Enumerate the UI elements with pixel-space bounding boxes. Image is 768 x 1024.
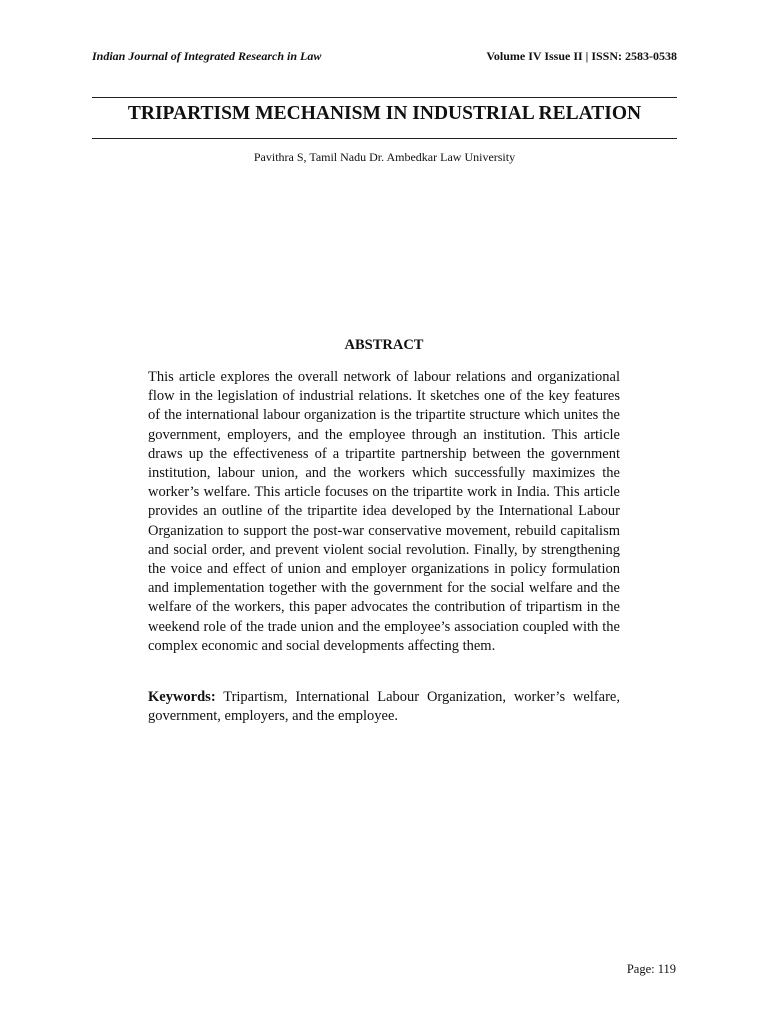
title-top-rule bbox=[92, 97, 677, 98]
journal-name: Indian Journal of Integrated Research in Law bbox=[92, 49, 322, 63]
article-title: TRIPARTISM MECHANISM IN INDUSTRIAL RELATION bbox=[127, 103, 642, 124]
keywords-label: Keywords: bbox=[148, 689, 216, 705]
title-bottom-rule bbox=[92, 138, 677, 139]
keywords-paragraph bbox=[148, 688, 620, 726]
keywords-text: Tripartism, International Labour Organization, worker’s welfare, government, employers, and the employee. bbox=[148, 689, 620, 725]
volume-issue-issn: Volume IV Issue II | ISSN: 2583-0538 bbox=[486, 49, 677, 63]
author-affiliation: Pavithra S, Tamil Nadu Dr. Ambedkar Law University bbox=[253, 150, 516, 164]
page-number: Page: 119 bbox=[626, 962, 676, 976]
abstract-body: This article explores the overall network of labour relations and organizational flow in the legislation of industrial relations. It sketches one of the key features of the international labour organization is the tripartite structure which unites the government, employers, and the employee through an institution. This article draws up the effectiveness of a tripartite partnership between the government institution, labour union, and the workers which successfully maximizes the worker’s welfare. This article focuses on the tripartite work in India. This article provides an outline of the tripartite idea developed by the International Labour Organization to support the post-war conservative movement, rebuild capitalism and social order, and prevent violent social revolution. Finally, by strengthening the voice and effect of union and employer organizations in policy formulation and implementation together with the government for the social welfare and the welfare of the workers, this paper advocates the contribution of tripartism in the weekend role of the trade union and the employee’s association coupled with the complex economic and social developments affecting them. bbox=[148, 369, 620, 654]
abstract-heading: ABSTRACT bbox=[344, 337, 424, 353]
running-header bbox=[92, 49, 677, 67]
